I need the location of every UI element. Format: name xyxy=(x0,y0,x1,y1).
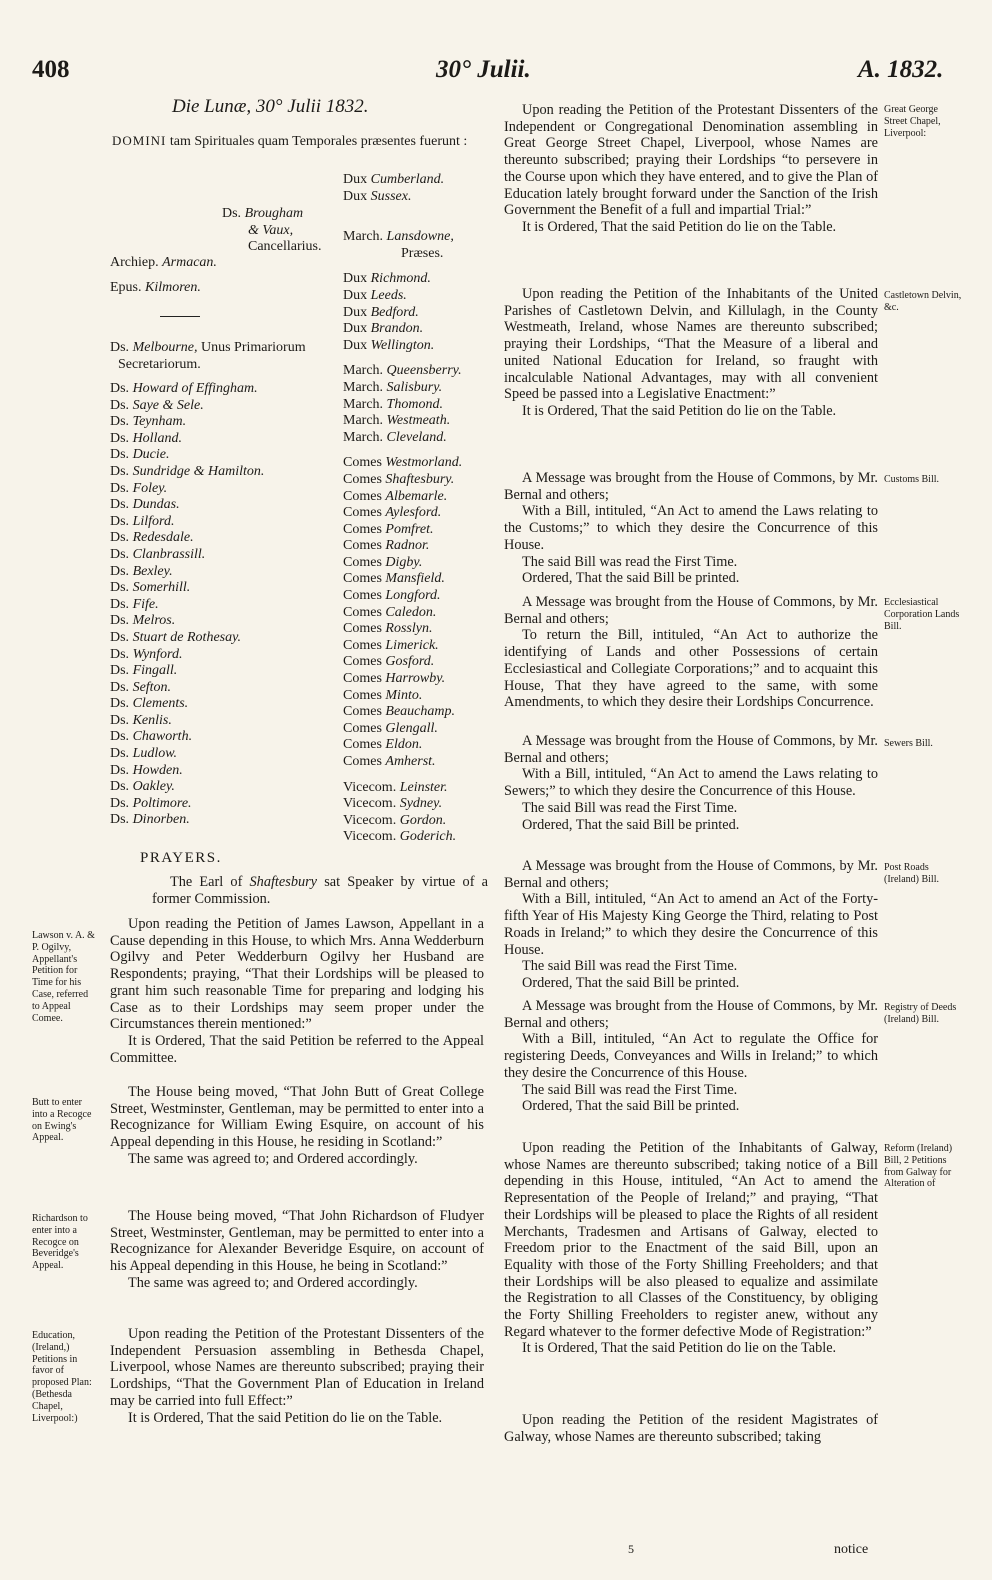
entry-text: The said Bill was read the First Time. xyxy=(522,1081,738,1098)
lord-title: Dux xyxy=(343,337,371,353)
speaker-name: Shaftesbury xyxy=(249,874,318,890)
lord-title: Comes xyxy=(343,604,386,620)
lord-name: Rosslyn. xyxy=(385,621,433,637)
margin-note-lawson: Lawson v. A. & P. Ogilvy, Appellant's Petition for Time for his Case, referred to Appeal Comee. xyxy=(32,930,95,1024)
lord-name: Amherst. xyxy=(385,754,436,769)
lord-title: March. xyxy=(343,429,387,445)
margin-note-customs: Customs Bill. xyxy=(884,474,940,485)
lord-name: Pomfret. xyxy=(385,521,434,537)
lord-entry xyxy=(343,189,462,206)
lord-title: Ds. xyxy=(110,613,133,629)
lord-entry xyxy=(110,779,264,796)
lord-name: Howard of Effingham. xyxy=(132,381,258,396)
lord-name: Fingall. xyxy=(132,663,178,679)
entry-galway-magistrates xyxy=(504,1412,878,1445)
lord-entry xyxy=(110,729,264,746)
lord-title: Vicecom. xyxy=(343,812,400,828)
lord-office-cont: Secretariorum. xyxy=(118,356,201,372)
lord-name: Goderich. xyxy=(399,829,457,845)
entry-great-george xyxy=(504,102,878,236)
lord-name: Somerhill. xyxy=(132,580,191,596)
catchword: notice xyxy=(834,1542,869,1557)
lord-entry xyxy=(343,688,462,705)
lord-entry xyxy=(343,813,462,830)
lord-title: Ds. xyxy=(110,596,133,612)
entry-registry xyxy=(504,998,878,1115)
lord-entry xyxy=(343,288,462,305)
lord-title: Ds. xyxy=(110,746,133,762)
secretary-of-state xyxy=(110,340,306,373)
lord-entry xyxy=(110,447,264,464)
entry-text: The House being moved, “That John Richardson of Fludyer Street, Westminster, Gentleman, may be permitted to enter into a Recognizance for Alexander Beveridge Esquire, on account of his Appeal depending in this House, he being in Scotland:” xyxy=(110,1208,484,1275)
entry-castletown xyxy=(504,286,878,420)
speaker-note xyxy=(152,874,488,907)
lord-entry xyxy=(343,321,462,338)
lord-entry xyxy=(343,271,462,288)
lord-office: Præses. xyxy=(401,245,444,261)
lord-name: Dinorben. xyxy=(132,812,190,828)
lord-entry xyxy=(343,704,462,721)
lord-entry xyxy=(343,671,462,688)
lord-entry xyxy=(343,654,462,671)
entry-order: Ordered, That the said Bill be printed. xyxy=(522,1098,740,1115)
lord-name: Gosford. xyxy=(385,654,435,670)
margin-note-butt: Butt to enter into a Recogce on Ewing's Appeal. xyxy=(32,1097,92,1144)
entry-text: Upon reading the Petition of the Inhabitants of the United Parishes of Castletown Delvin, and Killulagh, in the County Westmeath, Ireland, whose Names are thereunto subscribed; praying their Lordships, “That the Measure of a liberal and united National Education for Ireland, so fraught with incalculable National Advantages, may with all convenient Speed be passed into a Legislative Enactment:” xyxy=(504,286,878,403)
lord-title: Ds. xyxy=(110,563,133,579)
entry-order: It is Ordered, That the said Petition do lie on the Table. xyxy=(128,1409,443,1426)
lord-title: Ds. xyxy=(110,546,133,562)
lord-entry xyxy=(110,613,264,630)
page-date: 30° Julii. xyxy=(436,56,531,83)
lord-name: Lilford. xyxy=(132,513,175,529)
lord-name: Sundridge & Hamilton. xyxy=(132,463,265,479)
lord-title: Vicecom. xyxy=(343,779,400,795)
speaker-text: The Earl of xyxy=(170,874,250,890)
entry-order: It is Ordered, That the said Petition do lie on the Table. xyxy=(522,402,837,419)
lord-name: Minto. xyxy=(385,687,423,703)
lord-title: Comes xyxy=(343,671,386,687)
lord-name: Sussex. xyxy=(370,188,412,204)
lord-name: Thomond. xyxy=(386,396,443,412)
lord-title: Ds. xyxy=(110,812,133,828)
lord-name: Kilmoren. xyxy=(145,280,201,295)
lord-entry xyxy=(110,514,264,531)
right-lords-list xyxy=(343,172,462,846)
lord-title: Ds. xyxy=(110,463,133,479)
lord-name: Westmeath. xyxy=(386,413,451,429)
lord-title: Comes xyxy=(343,471,386,487)
lord-title: Comes xyxy=(343,505,386,521)
lord-name: Digby. xyxy=(385,554,423,570)
lord-title: Ds. xyxy=(110,513,133,529)
lord-name: Saye & Sele. xyxy=(132,397,204,413)
lord-entry xyxy=(343,780,462,797)
lord-name: Ludlow. xyxy=(132,746,178,762)
lord-title: Vicecom. xyxy=(343,796,400,812)
lord-name: Melbourne, xyxy=(132,340,198,355)
entry-galway-inhabitants xyxy=(504,1140,878,1357)
lord-entry xyxy=(110,398,264,415)
lord-entry xyxy=(343,571,462,588)
lord-name: Clanbrassill. xyxy=(132,546,206,562)
lord-title: Comes xyxy=(343,521,386,537)
lord-title: Comes xyxy=(343,637,386,653)
lord-name: Wynford. xyxy=(132,646,183,662)
page-number: 408 xyxy=(32,56,70,83)
lord-name: Fife. xyxy=(132,596,159,612)
lord-entry xyxy=(110,713,264,730)
margin-note-castletown: Castletown Delvin, &c. xyxy=(884,290,962,313)
lord-entry xyxy=(343,363,462,380)
sitting-title: Die Lunæ, 30° Julii 1832. xyxy=(172,96,369,117)
entry-richardson xyxy=(110,1208,484,1292)
bishop xyxy=(110,280,201,297)
lord-name: Kenlis. xyxy=(132,712,172,728)
lord-title: Ds. xyxy=(110,663,133,679)
entry-order: The same was agreed to; and Ordered accordingly. xyxy=(128,1274,418,1291)
entry-order: It is Ordered, That the said Petition do lie on the Table. xyxy=(522,1340,837,1357)
lord-title: Comes xyxy=(343,538,386,554)
lord-title: Ds. xyxy=(110,762,133,778)
entry-text: A Message was brought from the House of Commons, by Mr. Bernal and others; xyxy=(504,998,878,1031)
lord-office: Cancellarius. xyxy=(248,239,322,255)
lord-title: Comes xyxy=(343,654,386,670)
lord-entry xyxy=(343,638,462,655)
margin-note-post-roads: Post Roads (Ireland) Bill. xyxy=(884,862,939,885)
entry-text: Upon reading the Petition of James Lawson, Appellant in a Cause depending in this House, to which Mrs. Anna Wedderburn Ogilvy and Peter Wedderburn Ogilvy her Husband are Respondents; praying, “That their Lordships will be pleased to grant him such reasonable Time for preparing and lodging his Case as to their Lordships may seem proper under the Circumstances therein mentioned:” xyxy=(110,916,484,1033)
lord-entry xyxy=(343,796,462,813)
prayers-heading: PRAYERS. xyxy=(140,850,222,866)
lord-title: Dux xyxy=(343,271,371,287)
lord-name: Albemarle. xyxy=(385,488,448,504)
lord-name: Oakley. xyxy=(132,779,175,795)
lord-title: Ds. xyxy=(222,206,245,221)
lord-title: Dux xyxy=(343,304,371,320)
signature-mark: 5 xyxy=(628,1542,634,1556)
entry-lawson xyxy=(110,916,484,1066)
divider-rule xyxy=(160,316,200,317)
lord-name: Howden. xyxy=(132,762,183,778)
lord-title: Comes xyxy=(343,571,386,587)
lord-title: March. xyxy=(343,229,387,245)
entry-text: With a Bill, intituled, “An Act to amend an Act of the Forty-fifth Year of His Majesty King George the Third, relating to Post Roads in Ireland;” to which they desire the Concurrence of this House. xyxy=(504,891,878,958)
lord-name: Wellington. xyxy=(370,337,435,353)
lord-name: Poltimore. xyxy=(132,795,192,811)
lord-title: Vicecom. xyxy=(343,829,400,845)
entry-order: It is Ordered, That the said Petition be referred to the Appeal Committee. xyxy=(110,1032,484,1066)
lord-entry xyxy=(343,737,462,754)
lord-name: Holland. xyxy=(132,430,182,446)
lord-entry xyxy=(110,481,264,498)
lord-entry xyxy=(110,763,264,780)
margin-note-ecclesiastical: Ecclesiastical Corporation Lands Bill. xyxy=(884,597,960,632)
lord-name: Leeds. xyxy=(370,287,407,303)
entry-text: The said Bill was read the First Time. xyxy=(522,553,738,570)
entry-order: Ordered, That the said Bill be printed. xyxy=(522,974,740,991)
lord-name: Redesdale. xyxy=(132,530,194,546)
entry-text: The House being moved, “That John Butt of Great College Street, Westminster, Gentleman, may be permitted to enter into a Recognizance for William Ewing Esquire, on account of his Appeal depending in this House, he residing in Scotland:” xyxy=(110,1084,484,1151)
lord-title: Dux xyxy=(343,287,371,303)
lord-title: Ds. xyxy=(110,480,133,496)
lord-entry xyxy=(343,380,462,397)
lord-name: Radnor. xyxy=(385,538,430,554)
lord-name: Limerick. xyxy=(385,637,439,653)
lord-entry xyxy=(343,522,462,539)
lord-name: Clements. xyxy=(132,696,189,712)
lord-title: Comes xyxy=(343,737,386,753)
lord-title: Dux xyxy=(343,321,371,337)
lord-name: Sydney. xyxy=(399,796,443,812)
lord-title: March. xyxy=(343,379,387,395)
lord-name: Eldon. xyxy=(385,737,423,753)
lord-name: Armacan. xyxy=(162,255,217,270)
entry-order: It is Ordered, That the said Petition do lie on the Table. xyxy=(522,218,837,235)
lord-title: Ds. xyxy=(110,397,133,413)
lord-name: Bedford. xyxy=(370,304,419,320)
lord-title: Dux xyxy=(343,188,371,204)
lord-name: Chaworth. xyxy=(132,729,193,745)
intro-rest: tam Spirituales quam Temporales præsentes fuerunt : xyxy=(169,134,468,149)
entry-post-roads xyxy=(504,858,878,992)
lord-name: Mansfield. xyxy=(385,571,445,587)
lord-title: Dux xyxy=(343,172,371,187)
lord-title: Ds. xyxy=(110,646,133,662)
lord-name: Cumberland. xyxy=(370,172,445,187)
entry-text: With a Bill, intituled, “An Act to regulate the Office for registering Deeds, Conveyances and Wills in Ireland;” to which they desire the Concurrence of this House. xyxy=(504,1031,878,1081)
lord-title: Ds. xyxy=(110,629,133,645)
lord-office: Unus Primariorum xyxy=(197,340,306,355)
page-year: A. 1832. xyxy=(858,56,944,83)
lord-entry xyxy=(110,564,264,581)
lord-name: Brandon. xyxy=(370,321,424,337)
lord-entry xyxy=(343,430,462,447)
margin-note-richardson: Richardson to enter into a Recogce on Beveridge's Appeal. xyxy=(32,1213,88,1272)
lord-title: March. xyxy=(343,363,387,379)
lord-title: Ds. xyxy=(110,430,133,446)
lord-entry xyxy=(343,489,462,506)
lord-title: March. xyxy=(343,413,387,429)
lord-name: Richmond. xyxy=(370,271,431,287)
lord-title: Comes xyxy=(343,704,386,720)
entry-text: A Message was brought from the House of Commons, by Mr. Bernal and others; xyxy=(504,733,878,766)
lord-name: Teynham. xyxy=(132,414,187,430)
lord-name: Ducie. xyxy=(132,447,170,463)
lord-title: Ds. xyxy=(110,497,133,513)
lord-title: Ds. xyxy=(110,530,133,546)
lord-entry xyxy=(343,413,462,430)
lord-title: Comes xyxy=(343,754,386,769)
entry-text: A Message was brought from the House of Commons, by Mr. Bernal and others; xyxy=(504,470,878,503)
lord-title: Ds. xyxy=(110,447,133,463)
lord-entry xyxy=(110,696,264,713)
entry-text: The said Bill was read the First Time. xyxy=(522,799,738,816)
lord-title: Ds. xyxy=(110,696,133,712)
lord-name: Cleveland. xyxy=(386,429,447,445)
lord-entry xyxy=(343,588,462,605)
lord-entry xyxy=(343,721,462,738)
lord-title: Ds. xyxy=(110,381,133,396)
lord-title: Ds. xyxy=(110,712,133,728)
lord-title: Ds. xyxy=(110,414,133,430)
lord-entry xyxy=(110,796,264,813)
margin-note-registry: Registry of Deeds (Ireland) Bill. xyxy=(884,1002,957,1025)
lord-name: Westmorland. xyxy=(385,455,463,471)
lord-entry xyxy=(343,829,462,846)
entry-text: Upon reading the Petition of the Protestant Dissenters of the Independent Persuasion assembling in Bethesda Chapel, Liverpool, whose Names are thereunto subscribed; praying their Lordships, “That the Government Plan of Education in Ireland may be carried into full Effect:” xyxy=(110,1326,484,1409)
chancellor xyxy=(222,206,321,256)
lord-name: Lansdowne, xyxy=(386,229,454,245)
lord-entry xyxy=(110,431,264,448)
entry-text: Upon reading the Petition of the Protestant Dissenters of the Independent or Congregational Denomination assembling in Great George Street Chapel, Liverpool, whose Names are thereunto subscribed; praying their Lordships “to persevere in the Course upon which they have entered, and to give the Plan of Education lately brought forward under the Sanction of the Irish Government the Benefit of a full and impartial Trial:” xyxy=(504,102,878,219)
entry-text: To return the Bill, intituled, “An Act to authorize the identifying of Lands and other Possessions of certain Ecclesiastical and Collegiate Corporations;” and to acquaint this House, That they have agreed to the same, with some Amendments, to which they desire their Lordships Concurrence. xyxy=(504,627,878,711)
entry-text: With a Bill, intituled, “An Act to amend the Laws relating to the Customs;” to which they desire the Concurrence of this House. xyxy=(504,503,878,553)
lord-entry xyxy=(110,414,264,431)
lord-title: Epus. xyxy=(110,280,145,295)
entry-text: With a Bill, intituled, “An Act to amend the Laws relating to Sewers;” to which they desire the Concurrence of this House. xyxy=(504,766,878,800)
lord-title: Comes xyxy=(343,687,386,703)
entry-text: A Message was brought from the House of Commons, by Mr. Bernal and others; xyxy=(504,858,878,891)
lord-name-cont: & Vaux, xyxy=(248,222,294,238)
lord-title: Ds. xyxy=(110,580,133,596)
entry-order: Ordered, That the said Bill be printed. xyxy=(522,816,740,833)
entry-sewers xyxy=(504,733,878,833)
lord-entry xyxy=(343,172,462,189)
entry-bethesda xyxy=(110,1326,484,1426)
lord-name: Gordon. xyxy=(399,812,447,828)
lord-title: March. xyxy=(343,396,387,412)
entry-customs xyxy=(504,470,878,587)
lord-entry xyxy=(110,530,264,547)
lord-entry xyxy=(110,680,264,697)
lord-entry xyxy=(110,630,264,647)
lord-entry xyxy=(343,505,462,522)
lord-name: Leinster. xyxy=(399,779,448,795)
lord-entry xyxy=(343,397,462,414)
attendance-intro xyxy=(112,132,492,151)
lord-entry xyxy=(110,547,264,564)
lord-entry xyxy=(343,305,462,322)
lord-name: Dundas. xyxy=(132,497,180,513)
lord-entry xyxy=(110,464,264,481)
entry-text: The said Bill was read the First Time. xyxy=(522,958,738,975)
speaker-text-cont: sat Speaker by virtue of a former Commission. xyxy=(152,874,488,907)
lord-entry xyxy=(343,555,462,572)
lord-name: Shaftesbury. xyxy=(385,471,455,487)
lord-name: Salisbury. xyxy=(386,379,443,395)
lord-entry xyxy=(110,746,264,763)
lord-name: Caledon. xyxy=(385,604,437,620)
lord-entry xyxy=(343,621,462,638)
lord-entry xyxy=(343,229,462,246)
lord-entry xyxy=(110,597,264,614)
lord-entry xyxy=(110,381,264,398)
entry-order: Ordered, That the said Bill be printed. xyxy=(522,570,740,587)
lord-name: Queensberry. xyxy=(386,363,462,379)
lord-name: Foley. xyxy=(132,480,168,496)
lord-title: Comes xyxy=(343,621,386,637)
lord-name: Glengall. xyxy=(385,720,438,736)
entry-ecclesiastical xyxy=(504,594,878,711)
lord-title: Ds. xyxy=(110,795,133,811)
margin-note-education: Education, (Ireland,) Petitions in favor of proposed Plan: (Bethesda Chapel, Liverpool:) xyxy=(32,1330,92,1424)
lord-entry xyxy=(110,580,264,597)
lord-name: Harrowby. xyxy=(385,671,446,687)
lord-name: Bexley. xyxy=(132,563,173,579)
lord-name: Sefton. xyxy=(132,679,172,695)
lord-entry xyxy=(110,647,264,664)
lord-title: Ds. xyxy=(110,340,133,355)
lord-entry xyxy=(343,455,462,472)
archbishop xyxy=(110,255,217,272)
lord-name: Melros. xyxy=(132,613,176,629)
lord-name: Beauchamp. xyxy=(385,704,455,720)
entry-text: A Message was brought from the House of Commons, by Mr. Bernal and others; xyxy=(504,594,878,627)
lord-name: Brougham xyxy=(244,206,304,221)
lord-title: Ds. xyxy=(110,779,133,795)
entry-text: Upon reading the Petition of the resident Magistrates of Galway, whose Names are thereunto subscribed; taking xyxy=(504,1412,878,1445)
margin-note-reform: Reform (Ireland) Bill, 2 Petitions from Galway for Alteration of xyxy=(884,1143,953,1190)
lord-entry xyxy=(110,497,264,514)
intro-caps: DOMINI xyxy=(112,133,167,148)
lord-name: Aylesford. xyxy=(385,505,442,521)
lord-title: Comes xyxy=(343,720,386,736)
entry-text: Upon reading the Petition of the Inhabitants of Galway, whose Names are thereunto subscribed; taking notice of a Bill depending in this House, intituled, “An Act to amend the Representation of the People of Ireland;” and praying, “That their Lordships will be pleased to place the Rights of all resident Merchants, Tradesmen and Artisans of Galway, elected to Freedom prior to the Enactment of the said Bill, upon an Equality with those of the Forty Shilling Freeholders; and that their Lordships will be also pleased to equalize and assimilate the Registration to all Classes of the Constituency, by obliging the Forty Shilling Freeholders to register anew, without any Regard whatever to the former defective Mode of Registration:” xyxy=(504,1140,878,1340)
lord-name: Stuart de Rothesay. xyxy=(132,629,242,645)
lord-title: Comes xyxy=(343,488,386,504)
lord-entry xyxy=(343,338,462,355)
entry-butt xyxy=(110,1084,484,1168)
lord-entry xyxy=(343,538,462,555)
lord-entry xyxy=(343,605,462,622)
lord-entry xyxy=(343,754,462,771)
lord-entry xyxy=(110,663,264,680)
entry-order: The same was agreed to; and Ordered accordingly. xyxy=(128,1150,418,1167)
left-lords-list xyxy=(110,381,264,829)
margin-note-great-george: Great George Street Chapel, Liverpool: xyxy=(884,104,941,139)
lord-title: Ds. xyxy=(110,729,133,745)
lord-entry xyxy=(110,812,264,829)
lord-entry xyxy=(343,472,462,489)
margin-note-sewers: Sewers Bill. xyxy=(884,738,933,749)
lord-title: Archiep. xyxy=(110,255,163,270)
lord-title: Comes xyxy=(343,588,386,604)
lord-title: Comes xyxy=(343,455,386,471)
lord-title: Comes xyxy=(343,554,386,570)
lord-title: Ds. xyxy=(110,679,133,695)
lord-name: Longford. xyxy=(385,588,441,604)
